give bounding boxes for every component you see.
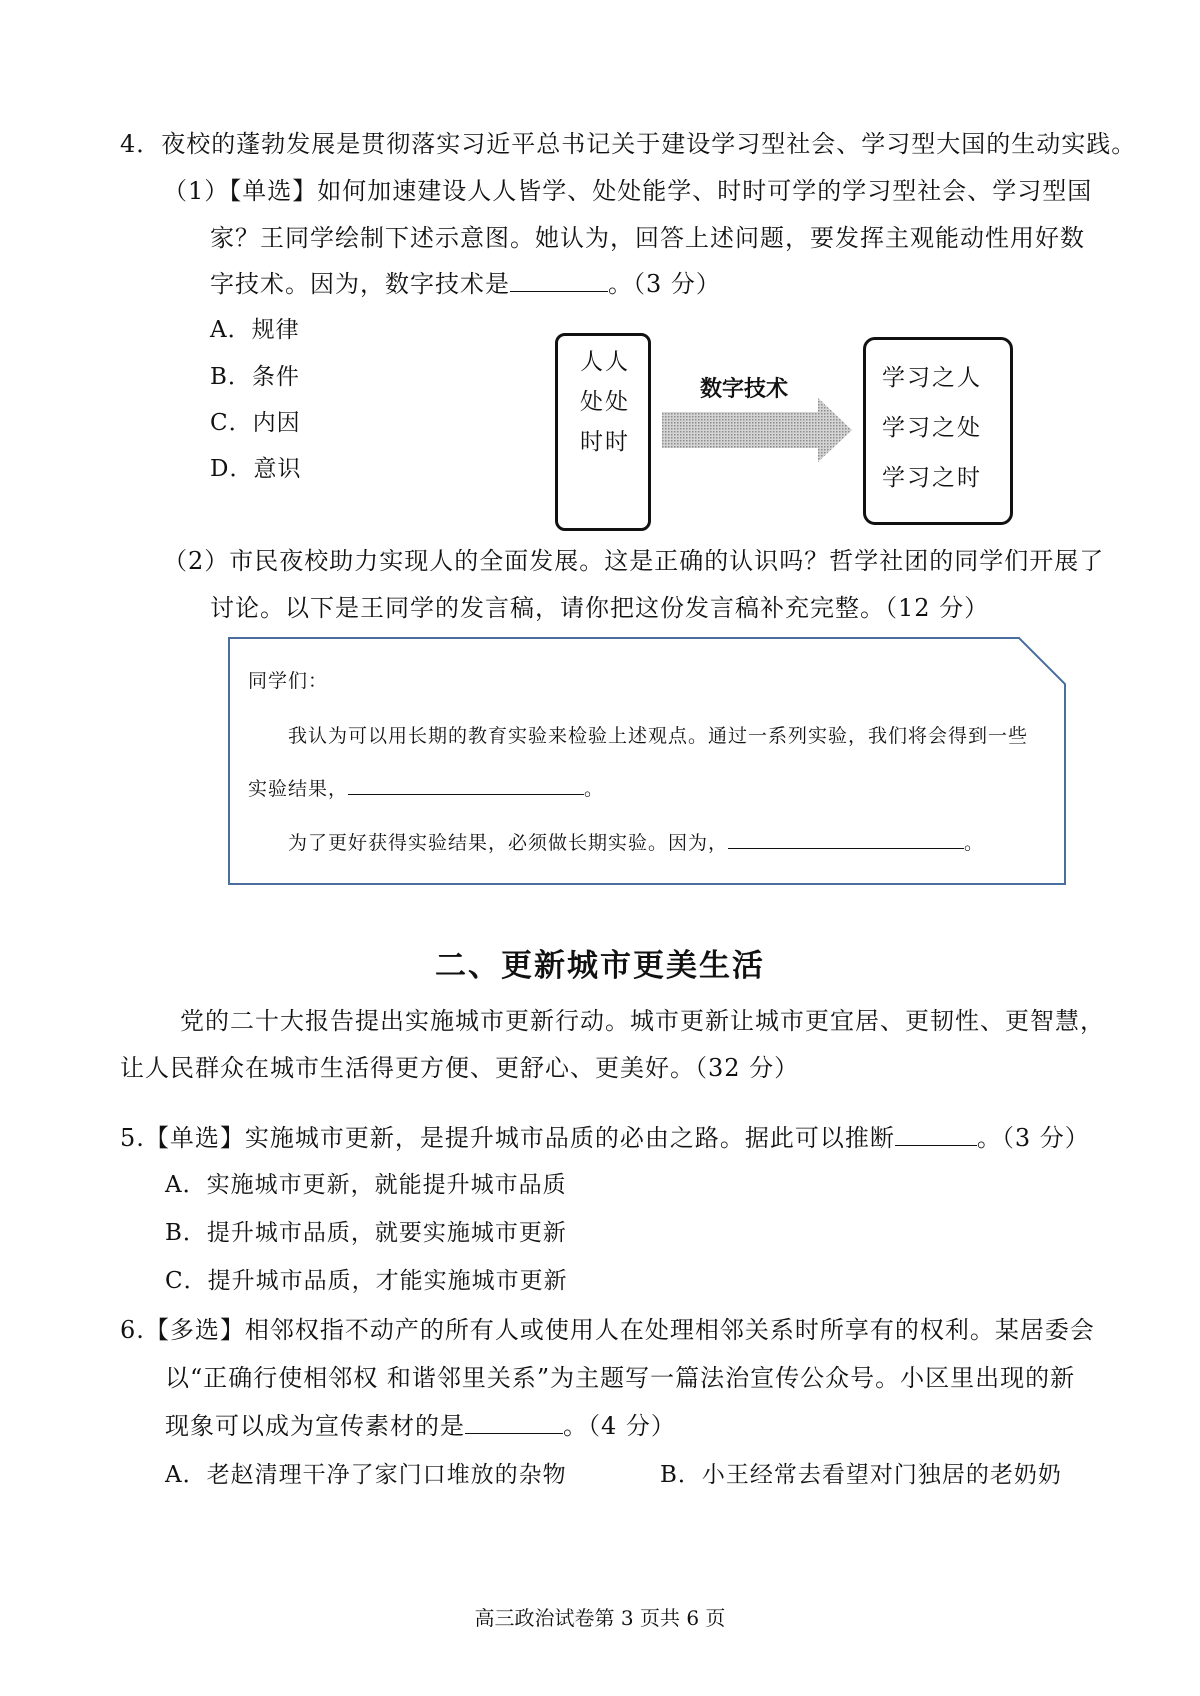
speech-line3-end: 。 <box>964 832 985 854</box>
q4-part2-line2: 讨论。以下是王同学的发言稿，请你把这份发言稿补充完整。（12 分） <box>210 594 990 622</box>
speech-answer-blank-2 <box>728 832 964 849</box>
q4-option-b: B．条件 <box>210 364 300 390</box>
diagram-right-item-1: 学习之人 <box>882 365 982 391</box>
speech-answer-blank-1 <box>348 778 584 795</box>
q5-option-a: A．实施城市更新，就能提升城市品质 <box>165 1172 567 1198</box>
q4-option-c: C．内因 <box>210 410 301 436</box>
q4-part2-line1: （2）市民夜校助力实现人的全面发展。这是正确的认识吗？哲学社团的同学们开展了 <box>163 547 1105 575</box>
speech-line1: 我认为可以用长期的教育实验来检验上述观点。通过一系列实验，我们将会得到一些 <box>288 725 1029 747</box>
speech-greeting: 同学们： <box>248 670 329 692</box>
q5-stem-text: 5.【单选】实施城市更新，是提升城市品质的必由之路。据此可以推断 <box>120 1124 895 1152</box>
q6-stem-line1: 6.【多选】相邻权指不动产的所有人或使用人在处理相邻关系时所享有的权利。某居委会 <box>120 1316 1095 1344</box>
q6-stem-line3 <box>165 1410 676 1442</box>
q5-stem <box>120 1122 1090 1154</box>
speech-line2-text: 实验结果， <box>248 778 349 800</box>
q5-score: 。（3 分） <box>976 1124 1090 1152</box>
q4-stem: 4．夜校的蓬勃发展是贯彻落实习近平总书记关于建设学习型社会、学习型大国的生动实践。 <box>120 130 1137 158</box>
section-intro-line2: 让人民群众在城市生活得更方便、更舒心、更美好。（32 分） <box>120 1054 800 1082</box>
q4-part1-answer-blank <box>510 271 608 292</box>
q5-option-b: B．提升城市品质，就要实施城市更新 <box>165 1220 567 1246</box>
q4-part1-line2: 家？王同学绘制下述示意图。她认为，回答上述问题，要发挥主观能动性用好数 <box>210 224 1085 252</box>
diagram-left-item-2: 处处 <box>580 389 630 415</box>
diagram-right-item-3: 学习之时 <box>882 465 982 491</box>
speech-line2 <box>248 776 604 802</box>
q4-part1-line3 <box>210 268 721 300</box>
speech-line2-end: 。 <box>584 778 605 800</box>
q6-score: 。（4 分） <box>563 1412 676 1440</box>
q6-option-a: A．老赵清理干净了家门口堆放的杂物 <box>165 1462 567 1488</box>
q4-part1-line3-text: 字技术。因为，数字技术是 <box>210 270 510 298</box>
diagram-left-item-1: 人人 <box>580 349 630 375</box>
speech-line3-text: 为了更好获得实验结果，必须做长期实验。因为， <box>288 832 729 854</box>
q4-option-a: A．规律 <box>210 317 300 343</box>
diagram-left-item-3: 时时 <box>580 429 630 455</box>
section-intro-line1: 党的二十大报告提出实施城市更新行动。城市更新让城市更宜居、更韧性、更智慧， <box>180 1007 1105 1035</box>
q6-stem-line3-text: 现象可以成为宣传素材的是 <box>165 1412 465 1440</box>
q4-part1-line1: （1）【单选】如何加速建设人人皆学、处处能学、时时可学的学习型社会、学习型国 <box>163 177 1093 205</box>
section-title: 二、更新城市更美生活 <box>435 948 765 984</box>
q4-part1-score: 。（3 分） <box>608 270 721 298</box>
q6-answer-blank <box>465 1413 563 1434</box>
q6-option-b: B．小王经常去看望对门独居的老奶奶 <box>660 1462 1062 1488</box>
diagram-right-item-2: 学习之处 <box>882 415 982 441</box>
q5-answer-blank <box>895 1125 977 1146</box>
arrow-right-icon <box>662 398 852 462</box>
speech-line3 <box>288 830 984 856</box>
diagram-arrow-label: 数字技术 <box>700 377 789 402</box>
q5-option-c: C．提升城市品质，才能实施城市更新 <box>165 1268 568 1294</box>
page-footer: 高三政治试卷第 3 页共 6 页 <box>474 1606 726 1630</box>
q6-stem-line2: 以“正确行使相邻权 和谐邻里关系”为主题写一篇法治宣传公众号。小区里出现的新 <box>165 1364 1076 1392</box>
q4-option-d: D．意识 <box>210 456 302 482</box>
